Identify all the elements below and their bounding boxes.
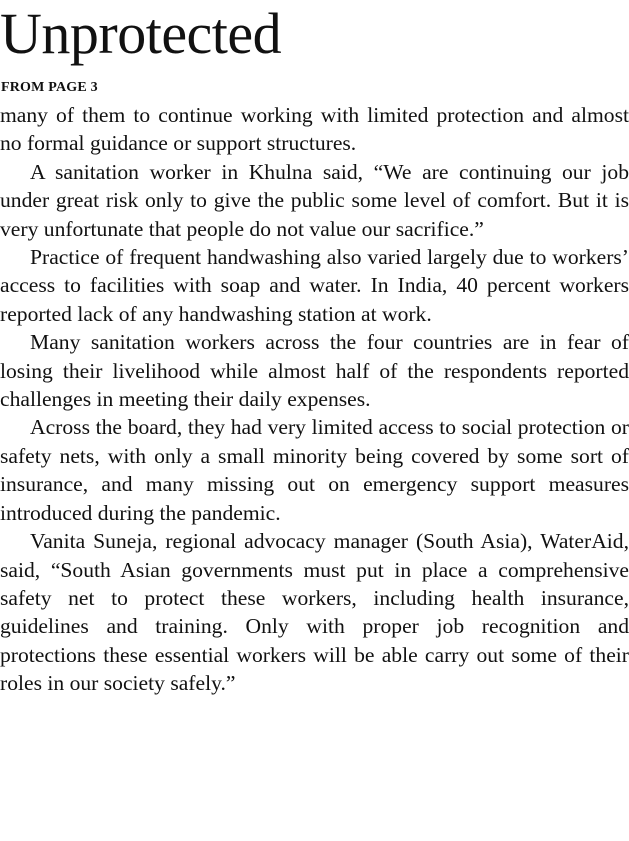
article-body bbox=[0, 101, 629, 698]
article-paragraph: Vanita Suneja, regional advocacy manager (South Asia), WaterAid, said, “South Asian governments must put in place a comprehensive safety net to protect these workers, including health insurance, guidelines and training. Only with proper job recognition and protections these essential workers will be able carry out some of their roles in our society safely.” bbox=[0, 529, 629, 696]
article-paragraph: Practice of frequent handwashing also varied largely due to workers’ access to facilities with soap and water. In India, 40 percent workers reported lack of any handwashing station at work. bbox=[0, 245, 629, 326]
article-paragraph: Many sanitation workers across the four countries are in fear of losing their livelihood while almost half of the respondents reported challenges in meeting their daily expenses. bbox=[0, 330, 629, 412]
article-paragraph: many of them to continue working with limited protection and almost no formal guidance or support structures. bbox=[0, 103, 629, 156]
article-headline: Unprotected bbox=[0, 1, 282, 66]
article-paragraph: A sanitation worker in Khulna said, “We are continuing our job under great risk only to give the public some level of comfort. But it is very unfortunate that people do not value our sacrifice.” bbox=[0, 159, 629, 241]
article-paragraph: Across the board, they had very limited access to social protection or safety nets, with only a small minority being covered by some sort of insurance, and many missing out on emergency support measures introduced during the pandemic. bbox=[0, 415, 629, 525]
jump-line: FROM PAGE 3 bbox=[1, 80, 98, 95]
